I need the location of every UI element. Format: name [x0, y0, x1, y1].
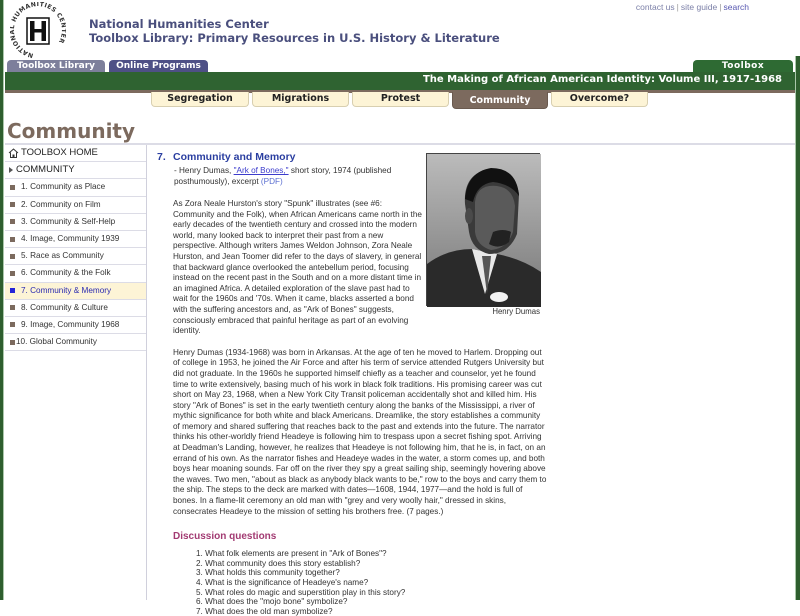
sidebar-item-label: 7. Community & Memory — [21, 285, 112, 295]
bullet-icon — [10, 202, 15, 207]
search-link[interactable]: search — [723, 2, 749, 12]
source-citation — [174, 165, 420, 187]
subtab-community[interactable]: Community — [452, 92, 548, 109]
sidebar-item-label: COMMUNITY — [16, 164, 75, 176]
sidebar-item-10[interactable] — [5, 334, 146, 351]
org-name: National Humanities Center — [89, 17, 269, 31]
discussion-question: 4. What is the significance of Headeye's name? — [196, 578, 369, 587]
sidebar-item-9[interactable] — [5, 317, 146, 334]
bullet-icon — [10, 185, 15, 190]
sidebar-item-label: 8. Community & Culture — [21, 302, 108, 312]
sidebar-item-label: 4. Image, Community 1939 — [21, 234, 120, 244]
sidebar-item-toolbox-home[interactable] — [5, 145, 146, 162]
volume-title: The Making of African American Identity: Volume III, 1917-1968 — [422, 74, 782, 85]
subtab-segregation[interactable]: Segregation — [151, 92, 249, 107]
link-separator: | — [676, 2, 679, 12]
bullet-icon — [10, 340, 15, 345]
photo-caption: Henry Dumas — [492, 307, 540, 316]
bullet-icon — [10, 219, 15, 224]
page-frame-left — [0, 0, 4, 600]
bullet-icon — [10, 254, 15, 259]
sidebar-nav — [5, 145, 147, 600]
sidebar-item-label: 5. Race as Community — [21, 251, 104, 261]
page-frame-right — [795, 56, 800, 600]
intro-paragraph: As Zora Neale Hurston's story "Spunk" illustrates (see #6: Community and the Folk), when African Americans came north in the early decades of the twentieth century and crossed into the modern world, many looked back to interpret their past from a new perspective. Although writers James Weldon Johnson, Zora Neale Hurston, and Jean Toomer did refer to the days of slavery, in general that backward glance overlooked the antebellum period, focusing instead on the recent past in the South and on a more distant time in an imagined Africa. A detailed exploration of the slave past had to wait for the 1960s and '70s. When it came, blacks asserted a bond with the suffering ancestors and, as "Ark of Bones" suggests, consciously embraced that painful heritage as part of an evolving identity. — [173, 199, 422, 336]
discussion-question: 5. What roles do magic and superstition play in this story? — [196, 587, 406, 597]
link-separator: | — [719, 2, 722, 12]
discussion-question: 2. What community does this story establish? — [196, 558, 361, 568]
sidebar-item-label: 9. Image, Community 1968 — [21, 319, 120, 329]
bullet-icon — [10, 271, 15, 276]
utility-links — [636, 2, 749, 12]
discussion-questions — [196, 549, 547, 616]
section-heading — [157, 151, 547, 164]
volume-banner — [5, 72, 795, 90]
section-number: 7. — [157, 151, 166, 163]
site-guide-link[interactable]: site guide — [680, 2, 718, 12]
sidebar-item-2[interactable] — [5, 197, 146, 214]
body-paragraph: Henry Dumas (1934-1968) was born in Arkansas. At the age of ten he moved to Harlem. Dropping out of college in 1953, he joined the Air Force and after his term of service attended Rutgers University but did not graduate. In the 1960s he supported himself chiefly as a teacher and counselor, yet he found time to write extensively, basing much of his work in black folk traditions. His promising career was cut short on May 23, 1968, when a New York City Transit policeman accidentally shot and killed him. His story "Ark of Bones" is set in the early twentieth century along the banks of the Mississippi, a river of mythic significance for both white and black Americans. Dreamlike, the story establishes a community of memory and shared suffering that reaches back to the past and extends into the future. The narrator thinks his other-worldly friend Headeye is following him to trespass upon a secret fishing spot. Arriving at Deadman's Landing, however, he realizes that Headeye is not following him, that he is, in fact, on an errand of his own. As the narrator fishes and Headeye wades in the water, a storm comes up, and both boys hear moaning sounds. Far off on the river they spy a great sailing ship, seemingly hovering above the waves. Two men, "about as black as anybody black wants to be," row to the boys and carry them to the ship. The steps to the deck are marked with dates—1608, 1944, 1977—and the hold is full of bones. In a flame-lit ceremony an old man with "grey and very woolly hair," dressed in skins, consecrates Headeye to the mission of setting his brothers free. (7 pages.) — [173, 347, 547, 516]
discussion-question: 1. What folk elements are present in "Ark of Bones"? — [196, 549, 387, 559]
main-content — [157, 151, 547, 616]
contact-us-link[interactable]: contact us — [635, 2, 675, 12]
tab-toolbox[interactable]: Toolbox — [693, 60, 793, 73]
discussion-question: 3. What holds this community together? — [196, 568, 340, 578]
subtab-protest[interactable]: Protest — [352, 92, 449, 107]
bullet-icon — [10, 288, 15, 293]
nhc-logo[interactable] — [10, 2, 66, 60]
sidebar-item-1[interactable] — [5, 179, 146, 196]
discussion-question: 7. What does the old man symbolize? — [196, 606, 333, 616]
pdf-link[interactable]: (PDF) — [260, 177, 283, 186]
citation-prefix: - Henry Dumas, — [174, 166, 234, 175]
sidebar-item-7[interactable] — [5, 283, 146, 300]
sidebar-item-label: TOOLBOX HOME — [21, 147, 98, 159]
bullet-icon — [10, 322, 15, 327]
sidebar-item-label: 2. Community on Film — [21, 199, 101, 209]
logo-ring-text: NATION HUMANITIES CE R — [10, 2, 66, 59]
sidebar-item-label: 6. Community & the Folk — [21, 268, 111, 278]
citation-suffix: short story, 1974 (published posthumously), excerpt — [174, 166, 392, 186]
sidebar-item-6[interactable] — [5, 265, 146, 282]
section-title: Community and Memory — [173, 151, 296, 163]
sidebar-item-community[interactable] — [5, 162, 146, 179]
bullet-icon — [10, 237, 15, 242]
page-title: Community — [7, 119, 136, 143]
site-title[interactable] — [89, 17, 500, 45]
tab-online-programs[interactable]: Online Programs — [109, 60, 208, 73]
sidebar-item-3[interactable] — [5, 214, 146, 231]
bullet-icon — [10, 305, 15, 310]
sidebar-item-8[interactable] — [5, 300, 146, 317]
sidebar-item-label: 3. Community & Self-Help — [21, 216, 116, 226]
site-name: Toolbox Library: Primary Resources in U.S. History & Literature — [89, 31, 500, 45]
sidebar-item-5[interactable] — [5, 248, 146, 265]
home-icon — [8, 148, 19, 158]
subtab-migrations[interactable]: Migrations — [252, 92, 349, 107]
caret-right-icon — [9, 167, 13, 173]
sidebar-item-label: 1. Community as Place — [21, 182, 106, 192]
tab-toolbox-library[interactable]: Toolbox Library — [7, 60, 105, 73]
sidebar-item-label: 10. Global Community — [16, 337, 97, 347]
subtab-overcome[interactable]: Overcome? — [551, 92, 648, 107]
sidebar-item-4[interactable] — [5, 231, 146, 248]
ark-of-bones-link[interactable]: "Ark of Bones," — [233, 166, 289, 175]
discussion-question: 6. What does the "mojo bone" symbolize? — [196, 597, 348, 607]
discussion-heading: Discussion questions — [173, 531, 277, 543]
